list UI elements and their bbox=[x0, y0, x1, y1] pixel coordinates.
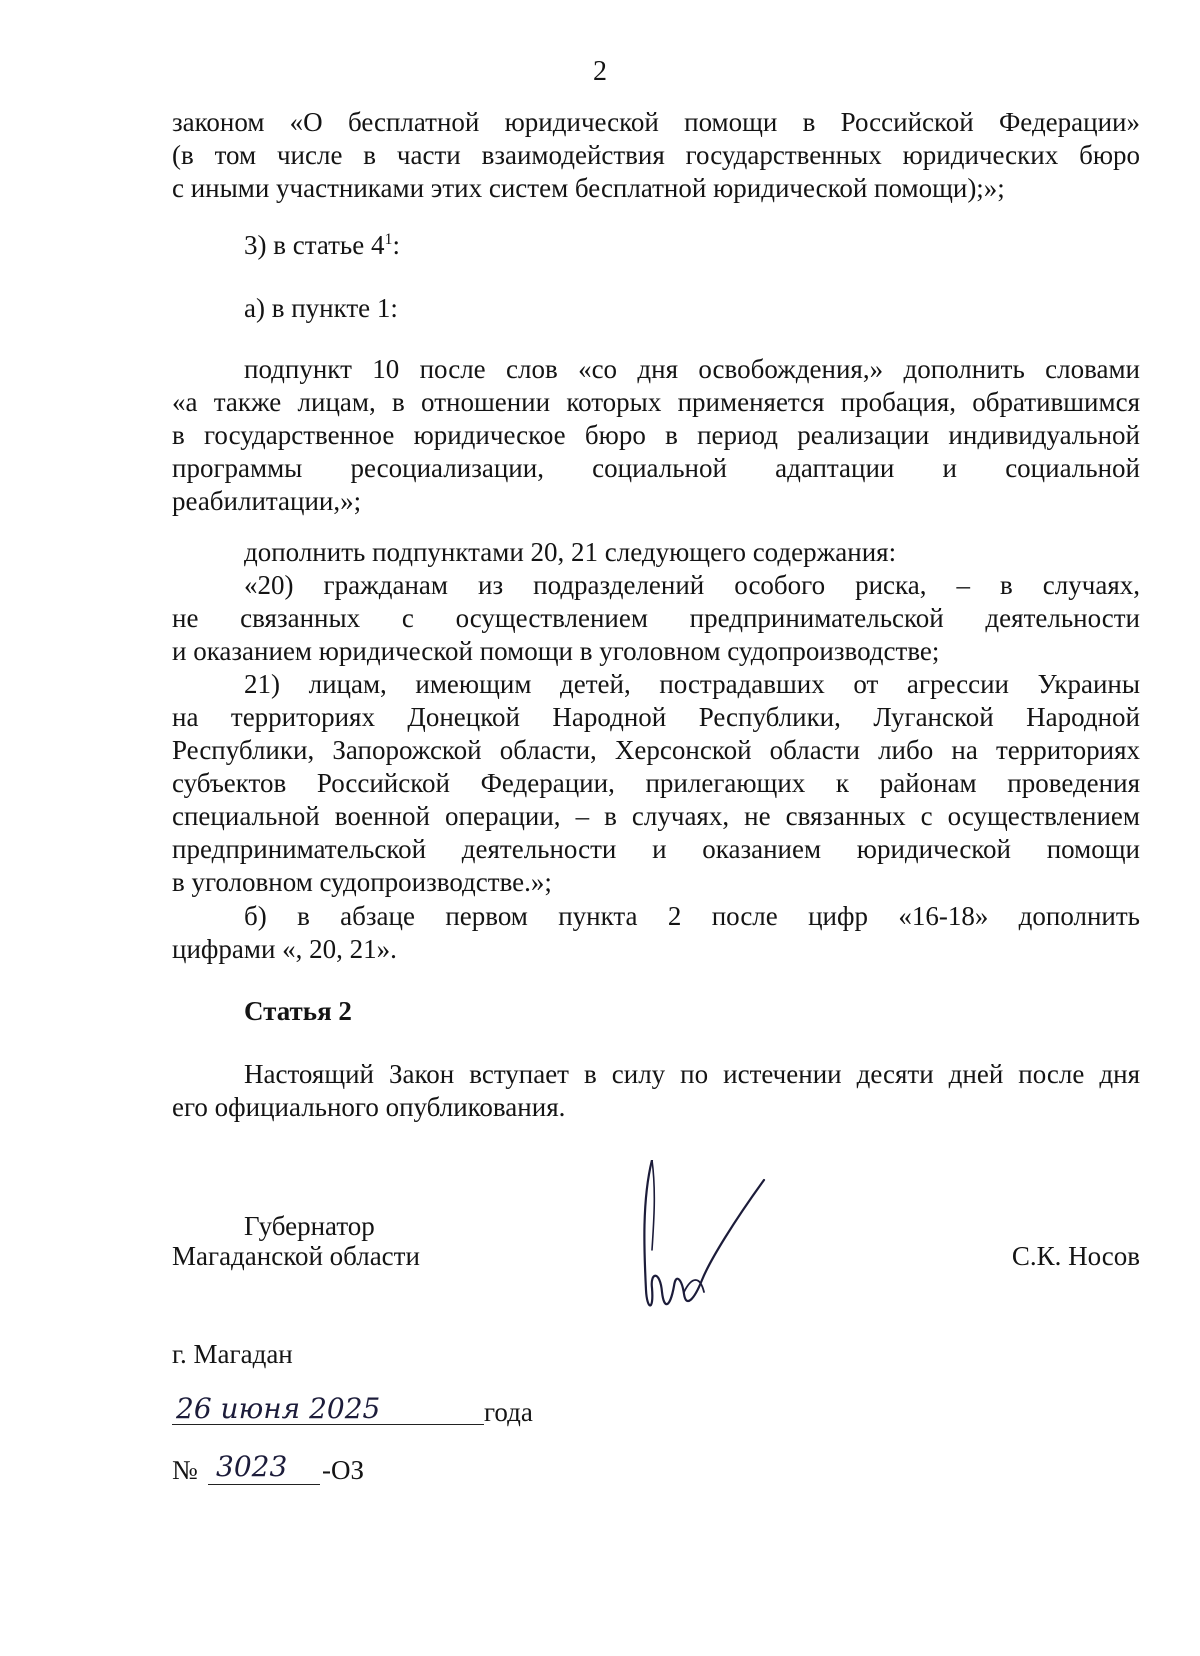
paragraph-law-reference bbox=[172, 106, 1140, 205]
number-prefix: № bbox=[172, 1455, 198, 1485]
text-line: (в том числе в части взаимодействия государственных юридических бюро bbox=[172, 140, 1140, 170]
subpoint-21-line: специальной военной операции, – в случаях, не связанных с осуществлением bbox=[172, 801, 1140, 831]
subpoint-21-line: субъектов Российской Федерации, прилегающих к районам проведения bbox=[172, 768, 1140, 798]
article-2-heading: Статья 2 bbox=[244, 996, 352, 1026]
subpoint-20-line: не связанных с осуществлением предпринимательской деятельности bbox=[172, 603, 1140, 633]
item-3-prefix: 3) в статье 4 bbox=[244, 230, 385, 260]
paragraph-supplement bbox=[172, 536, 1140, 899]
date-suffix: года bbox=[484, 1397, 533, 1427]
item-a-line: а) в пункте 1: bbox=[244, 293, 398, 323]
signatory-name: С.К. Носов bbox=[1011, 1241, 1140, 1271]
text-line: подпункт 10 после слов «со дня освобождения,» дополнить словами bbox=[244, 354, 1140, 384]
signatory-title-line-2: Магаданской области bbox=[172, 1241, 420, 1271]
item-3-suffix: : bbox=[392, 230, 400, 260]
subpoint-21-line: 21) лицам, имеющим детей, пострадавших от агрессии Украины bbox=[244, 669, 1140, 699]
text-line: программы ресоциализации, социальной адаптации и социальной bbox=[172, 453, 1140, 483]
text-line: законом «О бесплатной юридической помощи в Российской Федерации» bbox=[172, 107, 1140, 137]
supplement-intro: дополнить подпунктами 20, 21 следующего содержания: bbox=[244, 537, 897, 567]
text-line: Настоящий Закон вступает в силу по истечении десяти дней после дня bbox=[244, 1059, 1140, 1089]
text-line: реабилитации,»; bbox=[172, 486, 362, 516]
article-2-text bbox=[172, 1058, 1140, 1124]
article-2-heading-block bbox=[172, 995, 1140, 1028]
text-line: «а также лицам, в отношении которых применяется пробация, обратившимся bbox=[172, 387, 1140, 417]
subpoint-20-line: «20) гражданам из подразделений особого риска, – в случаях, bbox=[244, 570, 1140, 600]
item-3-superscript: 1 bbox=[384, 231, 393, 248]
date-underline bbox=[172, 1424, 484, 1425]
subpoint-21-line: в уголовном судопроизводстве.»; bbox=[172, 867, 552, 897]
subpoint-21-line: предпринимательской деятельности и оказанием юридической помощи bbox=[172, 834, 1140, 864]
text-line: с иными участниками этих систем бесплатной юридической помощи);»; bbox=[172, 173, 1005, 203]
paragraph-subpoint-10 bbox=[172, 353, 1140, 518]
number-suffix: -ОЗ bbox=[322, 1455, 365, 1485]
number-underline bbox=[208, 1484, 320, 1485]
subpoint-21-line: Республики, Запорожской области, Херсонской области либо на территориях bbox=[172, 735, 1140, 765]
item-3 bbox=[172, 229, 1140, 262]
page-number: 2 bbox=[593, 56, 607, 87]
text-line: цифрами «, 20, 21». bbox=[172, 934, 397, 964]
item-3-line bbox=[172, 229, 1140, 262]
signatory-title-line-1: Губернатор bbox=[244, 1211, 375, 1241]
text-line: его официального опубликования. bbox=[172, 1092, 566, 1122]
item-b bbox=[172, 900, 1140, 966]
place: г. Магадан bbox=[172, 1339, 293, 1369]
text-line: б) в абзаце первом пункта 2 после цифр «16-18» дополнить bbox=[244, 901, 1140, 931]
subpoint-20-line: и оказанием юридической помощи в уголовном судопроизводстве; bbox=[172, 636, 940, 666]
handwritten-signature bbox=[640, 1160, 780, 1320]
subpoint-21-line: на территориях Донецкой Народной Республики, Луганской Народной bbox=[172, 702, 1140, 732]
date-handwritten: 26 июня 2025 bbox=[176, 1392, 381, 1425]
text-line: в государственное юридическое бюро в период реализации индивидуальной bbox=[172, 420, 1140, 450]
number-handwritten: 3023 bbox=[216, 1450, 288, 1483]
item-a bbox=[172, 292, 1140, 325]
